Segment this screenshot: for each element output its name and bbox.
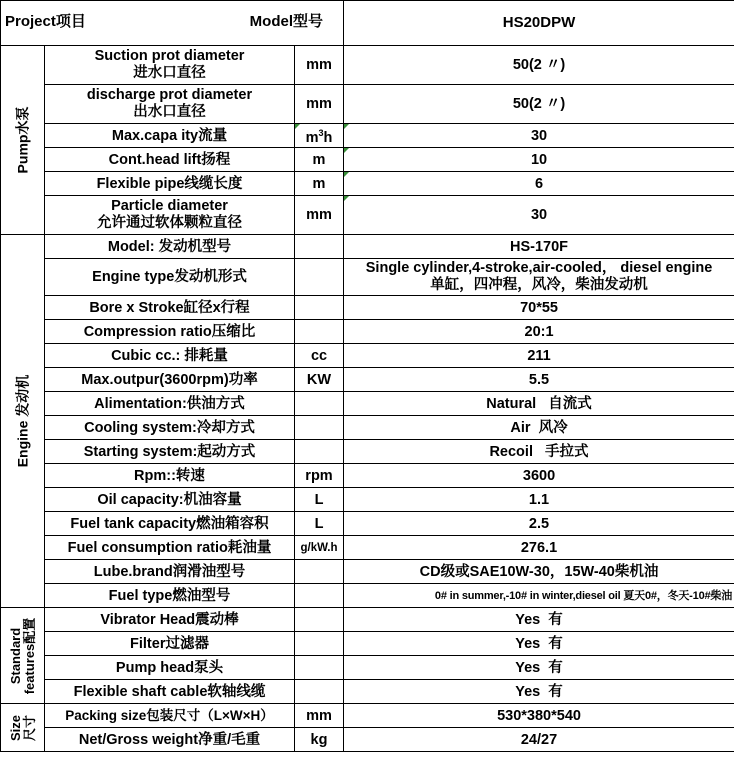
param-name	[45, 196, 295, 235]
param-unit	[295, 320, 344, 344]
param-name	[45, 85, 295, 124]
param-unit: m	[295, 148, 344, 172]
header-labels-cell	[1, 1, 344, 46]
param-name-en: Particle diameter	[111, 198, 228, 214]
param-value: Air 风冷	[344, 416, 734, 440]
unit-base: m	[305, 129, 319, 146]
table-row	[1, 392, 734, 416]
param-name: Fuel consumption ratio耗油量	[45, 536, 295, 560]
table-row	[1, 172, 734, 196]
table-row	[1, 296, 734, 320]
category-standard-line1: Standard	[7, 627, 23, 684]
param-name: Packing size包装尺寸（L×W×H）	[45, 704, 295, 728]
param-name-cn: 出水口直径	[133, 104, 206, 120]
unit-superscript: 3	[318, 128, 324, 139]
param-name: Cooling system:冷却方式	[45, 416, 295, 440]
param-unit: mm	[295, 704, 344, 728]
param-name: Filter过滤器	[45, 632, 295, 656]
param-unit: kg	[295, 728, 344, 752]
table-row	[1, 464, 734, 488]
param-name: Engine type发动机形式	[45, 259, 295, 296]
table-row	[1, 512, 734, 536]
param-value: 24/27	[344, 728, 734, 752]
param-unit	[295, 296, 344, 320]
param-name-cn: 允许通过软体颗粒直径	[97, 215, 242, 231]
param-name-en: discharge prot diameter	[86, 87, 253, 103]
param-unit: g/kW.h	[295, 536, 344, 560]
param-unit	[295, 584, 344, 608]
param-unit	[295, 608, 344, 632]
param-name: Starting system:起动方式	[45, 440, 295, 464]
param-name: Max.outpur(3600rpm)功率	[45, 368, 295, 392]
param-value: 30	[344, 124, 734, 148]
unit-tail: h	[323, 129, 333, 146]
param-unit: L	[295, 488, 344, 512]
param-value: 1.1	[344, 488, 734, 512]
param-value: 211	[344, 344, 734, 368]
param-name-en: Suction prot diameter	[94, 48, 245, 64]
table-row	[1, 560, 734, 584]
param-name: Pump head泵头	[45, 656, 295, 680]
param-unit	[295, 392, 344, 416]
table-row	[1, 728, 734, 752]
param-name: Vibrator Head震动棒	[45, 608, 295, 632]
param-value-line2: 单缸，四冲程，风冷，柴油发动机	[430, 277, 648, 293]
table-row	[1, 124, 734, 148]
param-unit	[295, 416, 344, 440]
param-name-cn: 进水口直径	[133, 65, 206, 81]
category-engine	[1, 235, 45, 608]
param-value: 2.5	[344, 512, 734, 536]
param-name: Lube.brand润滑油型号	[45, 560, 295, 584]
param-value: 5.5	[344, 368, 734, 392]
table-row	[1, 440, 734, 464]
param-name: Compression ratio压缩比	[45, 320, 295, 344]
param-value: 50(2 〃)	[344, 46, 734, 85]
table-row	[1, 368, 734, 392]
param-value	[344, 259, 734, 296]
param-value: 30	[344, 196, 734, 235]
table-row	[1, 235, 734, 259]
param-unit	[295, 235, 344, 259]
param-name: Max.capa ity流量	[45, 124, 295, 148]
param-value: Recoil 手拉式	[344, 440, 734, 464]
project-label: Project项目	[5, 13, 86, 30]
table-row	[1, 196, 734, 235]
param-unit: mm	[295, 196, 344, 235]
param-value-line1: Single cylinder,4-stroke,air-cooled， diesel engine	[365, 260, 713, 276]
table-row	[1, 584, 734, 608]
param-unit: cc	[295, 344, 344, 368]
param-value: Natural 自流式	[344, 392, 734, 416]
param-name: Fuel tank capacity燃油箱容积	[45, 512, 295, 536]
param-unit	[295, 124, 344, 148]
category-size	[1, 704, 45, 752]
param-value: 276.1	[344, 536, 734, 560]
param-unit: m	[295, 172, 344, 196]
param-name: Cont.head lift扬程	[45, 148, 295, 172]
table-row	[1, 608, 734, 632]
param-name: Flexible pipe线缆长度	[45, 172, 295, 196]
table-row	[1, 536, 734, 560]
param-value: Yes 有	[344, 656, 734, 680]
param-name: Oil capacity:机油容量	[45, 488, 295, 512]
param-value: HS-170F	[344, 235, 734, 259]
model-label: Model型号	[249, 13, 324, 30]
param-name: Fuel type燃油型号	[45, 584, 295, 608]
category-standard-line2: features配置	[21, 617, 37, 694]
param-value: Yes 有	[344, 608, 734, 632]
param-name: Cubic cc.: 排耗量	[45, 344, 295, 368]
table-row	[1, 632, 734, 656]
param-unit: mm	[295, 46, 344, 85]
param-name: Bore x Stroke缸径x行程	[45, 296, 295, 320]
category-standard	[1, 608, 45, 704]
param-value: 70*55	[344, 296, 734, 320]
param-value: 530*380*540	[344, 704, 734, 728]
param-name: Flexible shaft cable软轴线缆	[45, 680, 295, 704]
model-value: HS20DPW	[344, 1, 734, 46]
table-row	[1, 259, 734, 296]
category-engine-label: Engine 发动机	[14, 374, 30, 468]
param-unit	[295, 680, 344, 704]
param-unit	[295, 259, 344, 296]
param-unit	[295, 560, 344, 584]
param-value: 10	[344, 148, 734, 172]
category-pump-label: Pump水泵	[14, 106, 30, 174]
category-pump	[1, 46, 45, 235]
category-size-label	[9, 714, 37, 740]
param-value: 3600	[344, 464, 734, 488]
table-row	[1, 46, 734, 85]
category-size-line2: 尺寸	[21, 714, 37, 741]
param-unit: L	[295, 512, 344, 536]
category-standard-label	[9, 617, 37, 694]
param-name: Rpm::转速	[45, 464, 295, 488]
param-name	[45, 46, 295, 85]
param-unit: mm	[295, 85, 344, 124]
table-row	[1, 148, 734, 172]
param-unit: KW	[295, 368, 344, 392]
param-unit	[295, 656, 344, 680]
table-row	[1, 416, 734, 440]
table-row	[1, 680, 734, 704]
category-size-line1: Size	[7, 714, 23, 741]
table-row	[1, 320, 734, 344]
param-unit	[295, 632, 344, 656]
param-value: Yes 有	[344, 632, 734, 656]
param-value: Yes 有	[344, 680, 734, 704]
param-name: Net/Gross weight净重/毛重	[45, 728, 295, 752]
table-row	[1, 488, 734, 512]
table-row	[1, 85, 734, 124]
param-value: CD级或SAE10W-30，15W-40柴机油	[344, 560, 734, 584]
param-value: 20:1	[344, 320, 734, 344]
param-unit	[295, 440, 344, 464]
table-row	[1, 344, 734, 368]
param-value: 50(2 〃)	[344, 85, 734, 124]
param-value: 6	[344, 172, 734, 196]
table-row	[1, 656, 734, 680]
header-row	[1, 1, 734, 46]
param-value: 0# in summer,-10# in winter,diesel oil 夏天0#，冬天-10#柴油	[344, 584, 734, 608]
param-unit: rpm	[295, 464, 344, 488]
param-name: Alimentation:供油方式	[45, 392, 295, 416]
param-name: Model: 发动机型号	[45, 235, 295, 259]
table-row	[1, 704, 734, 728]
